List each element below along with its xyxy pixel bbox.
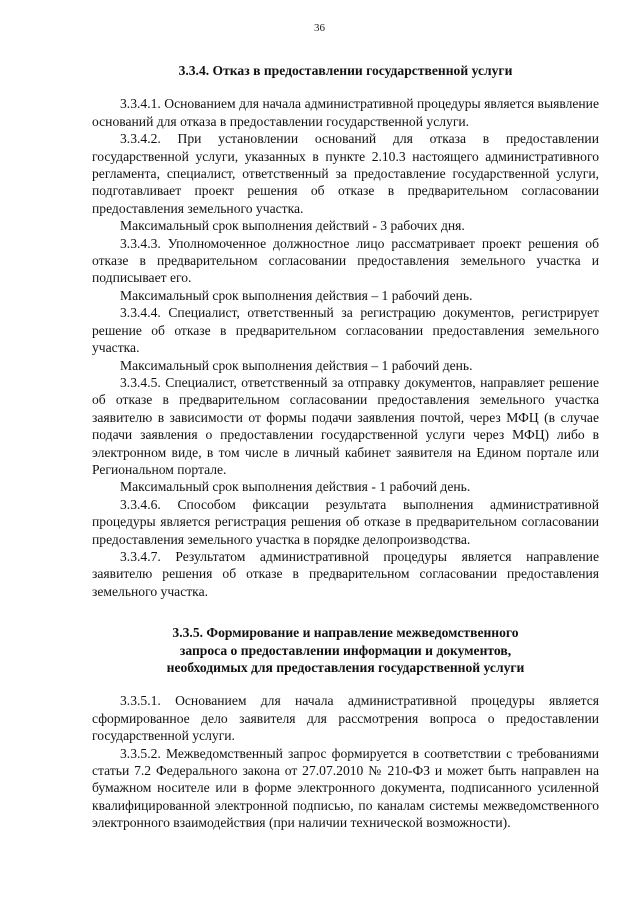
paragraph: 3.3.4.1. Основанием для начала административной процедуры является выявление оснований для отказа в предоставлении государственной услуги. (92, 96, 599, 129)
section-heading-line: 3.3.5. Формирование и направление межведомственного (172, 625, 519, 641)
paragraph: 3.3.4.5. Специалист, ответственный за отправку документов, направляет решение об отказе в предварительном согласовании предоставления земельного участка заявителю в зависимости от формы подачи заявления почтой, через МФЦ (в случае подачи заявления о предоставлении государственной услуги через МФЦ) либо в электронном виде, в том числе в личный кабинет заявителя на Едином портале или Региональном портале. (92, 374, 599, 477)
paragraph: Максимальный срок выполнения действия – 1 рабочий день. (120, 357, 473, 373)
paragraph: 3.3.4.4. Специалист, ответственный за регистрацию документов, регистрирует решение об отказе в предварительном согласовании предоставления земельного участка. (92, 305, 599, 356)
paragraph: Максимальный срок выполнения действия - 1 рабочий день. (120, 479, 471, 495)
paragraph: 3.3.5.2. Межведомственный запрос формируется в соответствии с требованиями статьи 7.2 Федерального закона от 27.07.2010 № 210-ФЗ и может быть направлен на бумажном носителе или в форме электронного документа, подписанного усиленной квалифицированной электронной подписью, по каналам системы межведомственного электронного взаимодействия (при наличии технической возможности). (92, 745, 599, 831)
section-heading: 3.3.4. Отказ в предоставлении государственной услуги (178, 63, 513, 78)
page-number: 36 (314, 22, 325, 34)
paragraph: 3.3.4.7. Результатом административной процедуры является направление заявителю решения об отказе в предварительном согласовании предоставления земельного участка. (92, 548, 599, 599)
paragraph: Максимальный срок выполнения действия – 1 рабочий день. (120, 287, 473, 303)
paragraph: Максимальный срок выполнения действий - 3 рабочих дня. (120, 218, 465, 234)
section-heading-line: необходимых для предоставления государственной услуги (166, 660, 525, 675)
section-heading-line: запроса о предоставлении информации и документов, (179, 642, 512, 658)
section-heading (92, 624, 599, 676)
document-body (92, 62, 599, 832)
paragraph: 3.3.5.1. Основанием для начала административной процедуры является сформированное дело заявителя для рассмотрения вопроса о предоставлении государственной услуги. (92, 693, 599, 744)
paragraph: 3.3.4.6. Способом фиксации результата выполнения административной процедуры является регистрация решения об отказе в предварительном согласовании предоставления земельного участка в порядке делопроизводства. (92, 496, 599, 547)
paragraph: 3.3.4.2. При установлении оснований для отказа в предоставлении государственной услуги, указанных в пункте 2.10.3 настоящего административного регламента, специалист, ответственный за предоставление государственной услуги, подготавливает проект решения об отказе в предварительном согласовании предоставления земельного участка. (92, 131, 599, 216)
paragraph: 3.3.4.3. Уполномоченное должностное лицо рассматривает проект решения об отказе в предварительном согласовании предоставления земельного участка и подписывает его. (92, 235, 599, 286)
